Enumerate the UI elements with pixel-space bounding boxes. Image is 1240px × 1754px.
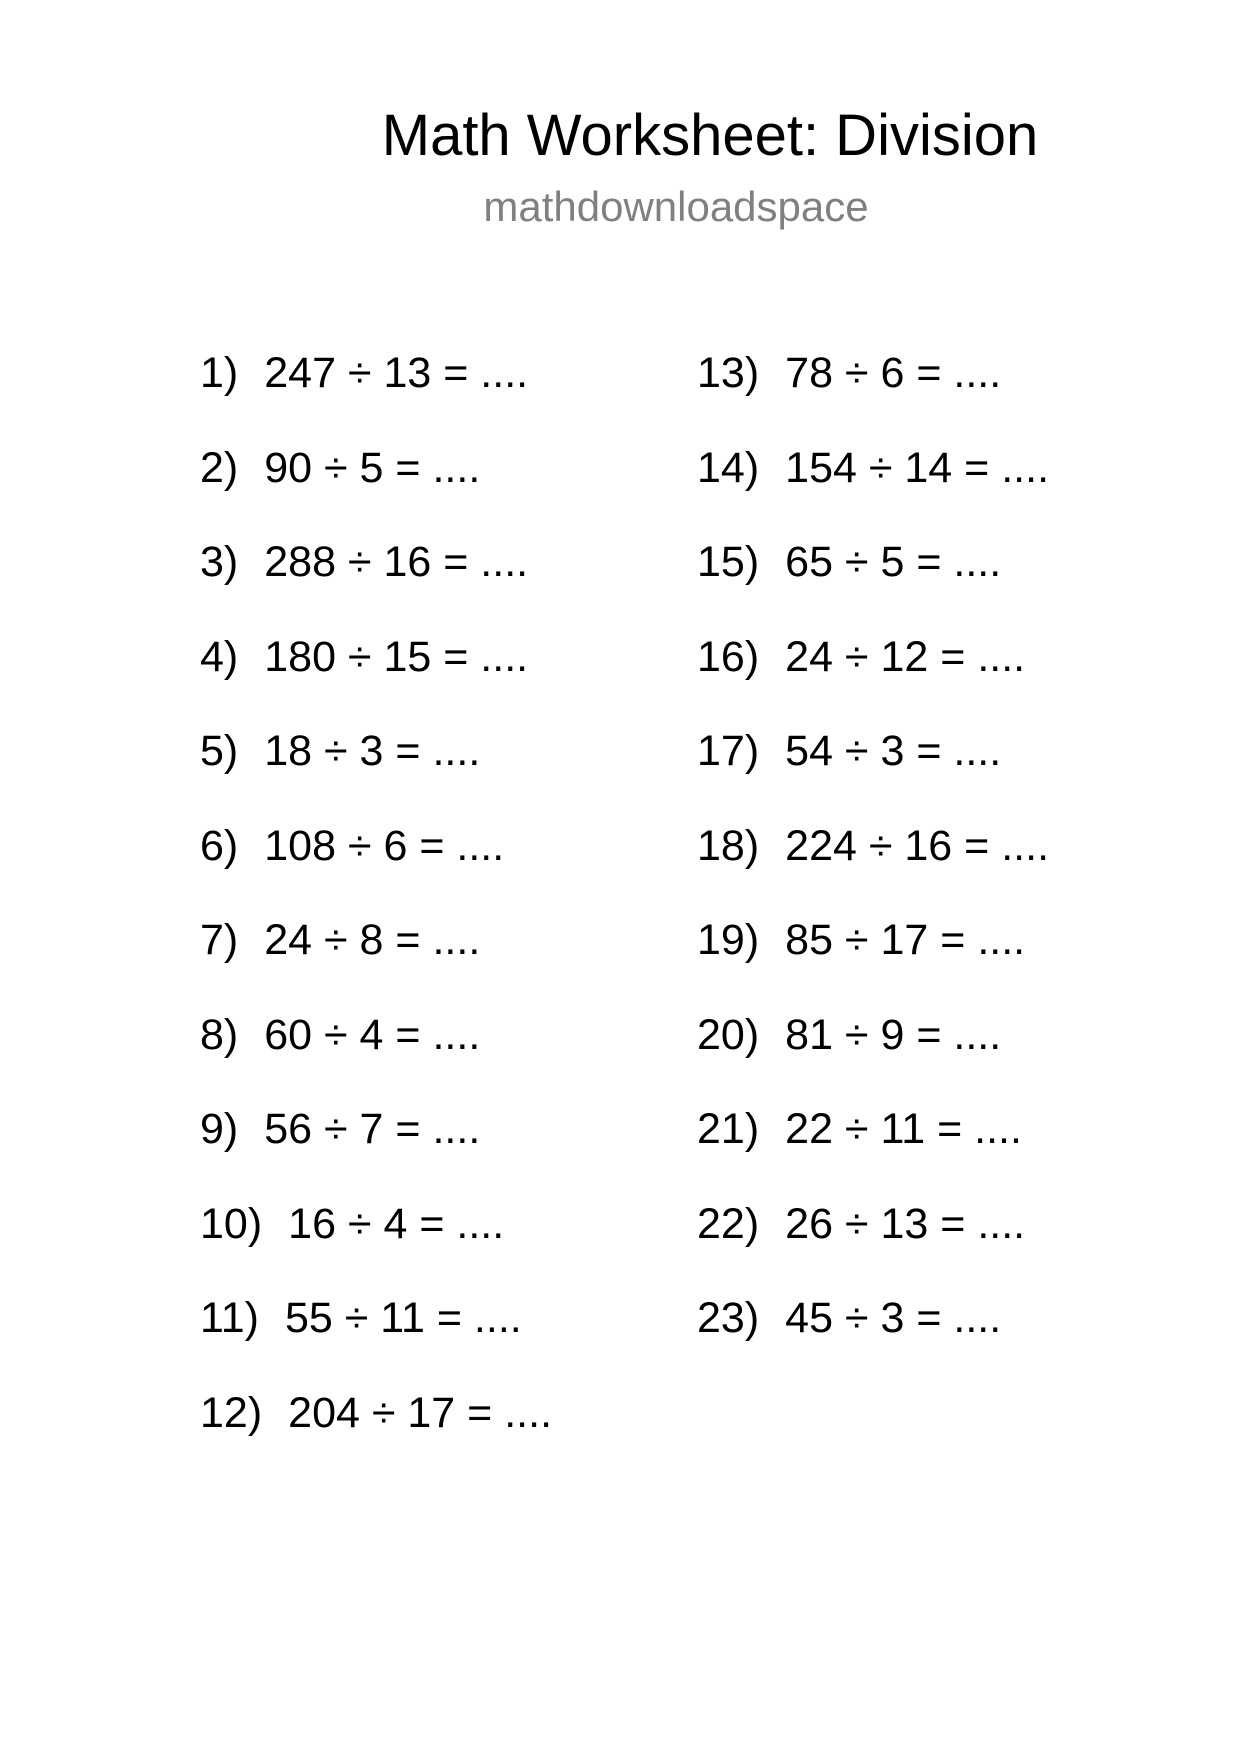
problem-expression: 22 ÷ 11 = ....	[785, 1105, 1022, 1153]
problem-number: 1)	[200, 349, 239, 397]
problem-item	[697, 1005, 1049, 1100]
problem-item	[200, 438, 552, 533]
problem-expression: 18 ÷ 3 = ....	[264, 727, 481, 775]
problem-item	[697, 721, 1049, 816]
source-label: mathdownloadspace	[483, 183, 869, 230]
problem-number: 4)	[200, 632, 239, 681]
problem-item	[697, 343, 1049, 438]
problem-expression: 81 ÷ 9 = ....	[785, 1010, 1002, 1059]
problem-expression: 60 ÷ 4 = ....	[264, 1010, 481, 1059]
problem-expression: 65 ÷ 5 = ....	[785, 538, 1002, 586]
problems-column-left	[200, 343, 552, 1477]
problem-expression: 180 ÷ 15 = ....	[264, 632, 529, 681]
problem-expression: 154 ÷ 14 = ....	[785, 443, 1050, 492]
problem-expression: 247 ÷ 13 = ....	[264, 349, 529, 397]
problem-expression: 108 ÷ 6 = ....	[264, 821, 505, 870]
problem-number: 22)	[697, 1199, 760, 1248]
problem-number: 3)	[200, 538, 239, 586]
problem-expression: 78 ÷ 6 = ....	[785, 349, 1002, 397]
problem-item	[200, 343, 552, 438]
problem-number: 7)	[200, 916, 239, 964]
problem-number: 16)	[697, 632, 760, 681]
problem-item	[697, 910, 1049, 1005]
problem-number: 2)	[200, 443, 239, 492]
problem-item	[697, 438, 1049, 533]
problem-expression: 85 ÷ 17 = ....	[785, 916, 1026, 964]
problem-number: 18)	[697, 821, 760, 870]
problem-number: 20)	[697, 1010, 760, 1059]
problem-number: 21)	[697, 1105, 760, 1153]
problem-expression: 204 ÷ 17 = ....	[288, 1388, 553, 1437]
problem-number: 11)	[200, 1294, 259, 1342]
problem-number: 13)	[697, 349, 760, 397]
problem-expression: 54 ÷ 3 = ....	[785, 727, 1002, 775]
problem-number: 23)	[697, 1294, 760, 1342]
problem-item	[200, 1383, 552, 1478]
problem-item	[697, 627, 1049, 722]
problem-number: 19)	[697, 916, 760, 964]
problem-number: 8)	[200, 1010, 239, 1059]
problem-item	[200, 532, 552, 627]
problem-expression: 288 ÷ 16 = ....	[264, 538, 529, 586]
problem-item	[200, 627, 552, 722]
problem-item	[200, 1194, 552, 1289]
problem-number: 5)	[200, 727, 239, 775]
problem-item	[200, 1288, 552, 1383]
problem-expression: 55 ÷ 11 = ....	[284, 1294, 522, 1342]
problem-number: 15)	[697, 538, 760, 586]
problem-expression: 16 ÷ 4 = ....	[288, 1199, 505, 1248]
problem-expression: 56 ÷ 7 = ....	[264, 1105, 481, 1153]
problem-number: 6)	[200, 821, 239, 870]
problem-number: 14)	[697, 443, 760, 492]
problems-column-right	[697, 343, 1049, 1383]
problem-expression: 26 ÷ 13 = ....	[785, 1199, 1026, 1248]
problem-item	[697, 1288, 1049, 1383]
problem-item	[697, 1194, 1049, 1289]
problem-number: 9)	[200, 1105, 239, 1153]
page-title: Math Worksheet: Division	[381, 103, 1039, 168]
problem-number: 12)	[200, 1388, 263, 1437]
problem-expression: 24 ÷ 8 = ....	[264, 916, 481, 964]
problem-item	[200, 1099, 552, 1194]
problem-expression: 224 ÷ 16 = ....	[785, 821, 1050, 870]
problem-expression: 45 ÷ 3 = ....	[785, 1294, 1002, 1342]
problem-expression: 24 ÷ 12 = ....	[785, 632, 1026, 681]
problem-item	[697, 532, 1049, 627]
problem-item	[200, 910, 552, 1005]
problem-item	[697, 1099, 1049, 1194]
problem-number: 17)	[697, 727, 760, 775]
problem-item	[200, 1005, 552, 1100]
problem-item	[697, 816, 1049, 911]
problem-item	[200, 816, 552, 911]
problem-number: 10)	[200, 1199, 263, 1248]
problem-expression: 90 ÷ 5 = ....	[264, 443, 481, 492]
problem-item	[200, 721, 552, 816]
